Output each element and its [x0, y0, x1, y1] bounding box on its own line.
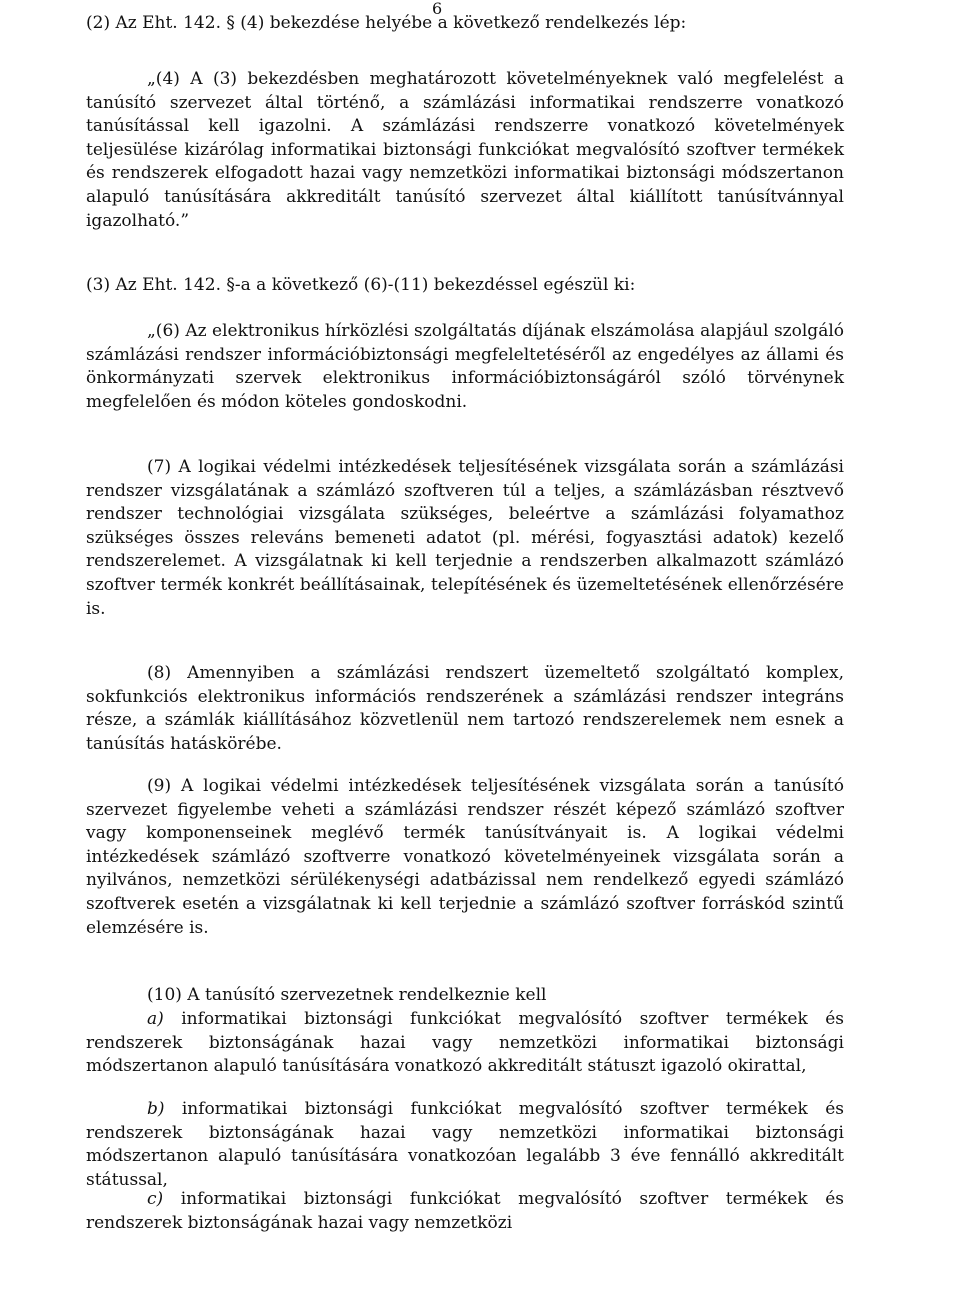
paragraph-4: „(4) A (3) bekezdésben meghatározott követelményeknek való megfelelést a tanúsító szervezet által történő, a számlázási informatikai rendszerre vonatkozó tanúsítással kell igazolni. A számlázási rendszerre vonatkozó követelmények teljesülése kizárólag informatikai biztonsági funkciókat megvalósító szoftver termékek és rendszerek elfogadott hazai vagy nemzetközi informatikai biztonsági módszertanon alapuló tanúsítására akkreditált tanúsító szervezet által kiállított tanúsítvánnyal igazolható.”	[86, 69, 844, 231]
list-item-c-text: informatikai biztonsági funkciókat megvalósító szoftver termékek és rendszerek biztonságának hazai vagy nemzetközi	[86, 1189, 844, 1233]
paragraph-6: „(6) Az elektronikus hírközlési szolgáltatás díjának elszámolása alapjául szolgáló számlázási rendszer információbiztonsági megfeleltetéséről az engedélyes az állami és önkormányzati szervek elektronikus információbiztonságáról szóló törvénynek megfelelően és módon köteles gondoskodni.	[86, 321, 844, 412]
list-item-b-label: b)	[147, 1099, 165, 1119]
list-item-c-label: c)	[147, 1189, 164, 1209]
paragraph-7: (7) A logikai védelmi intézkedések teljesítésének vizsgálata során a számlázási rendszer vizsgálatának a számlázó szoftveren túl a teljes, a számlázásban résztvevő rendszer technológiai vizsgálata szükséges, beleértve a számlázási folyamathoz szükséges összes releváns bemeneti adatot (pl. mérési, fogyasztási adatok) kezelő rendszerelemet. A vizsgálatnak ki kell terjednie a rendszerben alkalmazott számlázó szoftver termék konkrét beállításainak, telepítésének és üzemeltetésének ellenőrzésére is.	[86, 457, 844, 619]
paragraph-heading-3: (3) Az Eht. 142. §-a a következő (6)-(11) bekezdéssel egészül ki:	[86, 275, 636, 295]
paragraph-heading-2: (2) Az Eht. 142. § (4) bekezdése helyébe a következő rendelkezés lép:	[86, 13, 687, 33]
list-item-c	[86, 1188, 844, 1235]
list-item-b-text: informatikai biztonsági funkciókat megvalósító szoftver termékek és rendszerek biztonságának hazai vagy nemzetközi informatikai biztonsági módszertanon alapuló tanúsítására vonatkozóan legalább 3 éve fennálló akkreditált státussal,	[86, 1099, 844, 1190]
page-number: 6	[432, 0, 443, 18]
list-item-b	[86, 1098, 844, 1192]
list-item-a-text: informatikai biztonsági funkciókat megvalósító szoftver termékek és rendszerek biztonságának hazai vagy nemzetközi informatikai biztonsági módszertanon alapuló tanúsítására vonatkozó akkreditált státuszt igazoló okirattal,	[86, 1009, 844, 1077]
paragraph-10-intro: (10) A tanúsító szervezetnek rendelkeznie kell	[147, 985, 547, 1005]
paragraph-8: (8) Amennyiben a számlázási rendszert üzemeltető szolgáltató komplex, sokfunkciós elektronikus információs rendszerének a számlázási rendszer integráns része, a számlák kiállításához közvetlenül nem tartozó rendszerelemek nem esnek a tanúsítás hatáskörébe.	[86, 663, 844, 754]
list-item-a	[86, 1008, 844, 1079]
paragraph-9: (9) A logikai védelmi intézkedések teljesítésének vizsgálata során a tanúsító szervezet figyelembe veheti a számlázási rendszer részét képező számlázó szoftver vagy komponenseinek meglévő termék tanúsítványait is. A logikai védelmi intézkedések számlázó szoftverre vonatkozó követelményeinek vizsgálata során a nyilvános, nemzetközi sérülékenységi adatbázissal nem rendelkező egyedi számlázó szoftverek esetén a vizsgálatnak ki kell terjednie a számlázó szoftver forráskód szintű elemzésére is.	[86, 776, 844, 938]
list-item-a-label: a)	[147, 1009, 164, 1029]
